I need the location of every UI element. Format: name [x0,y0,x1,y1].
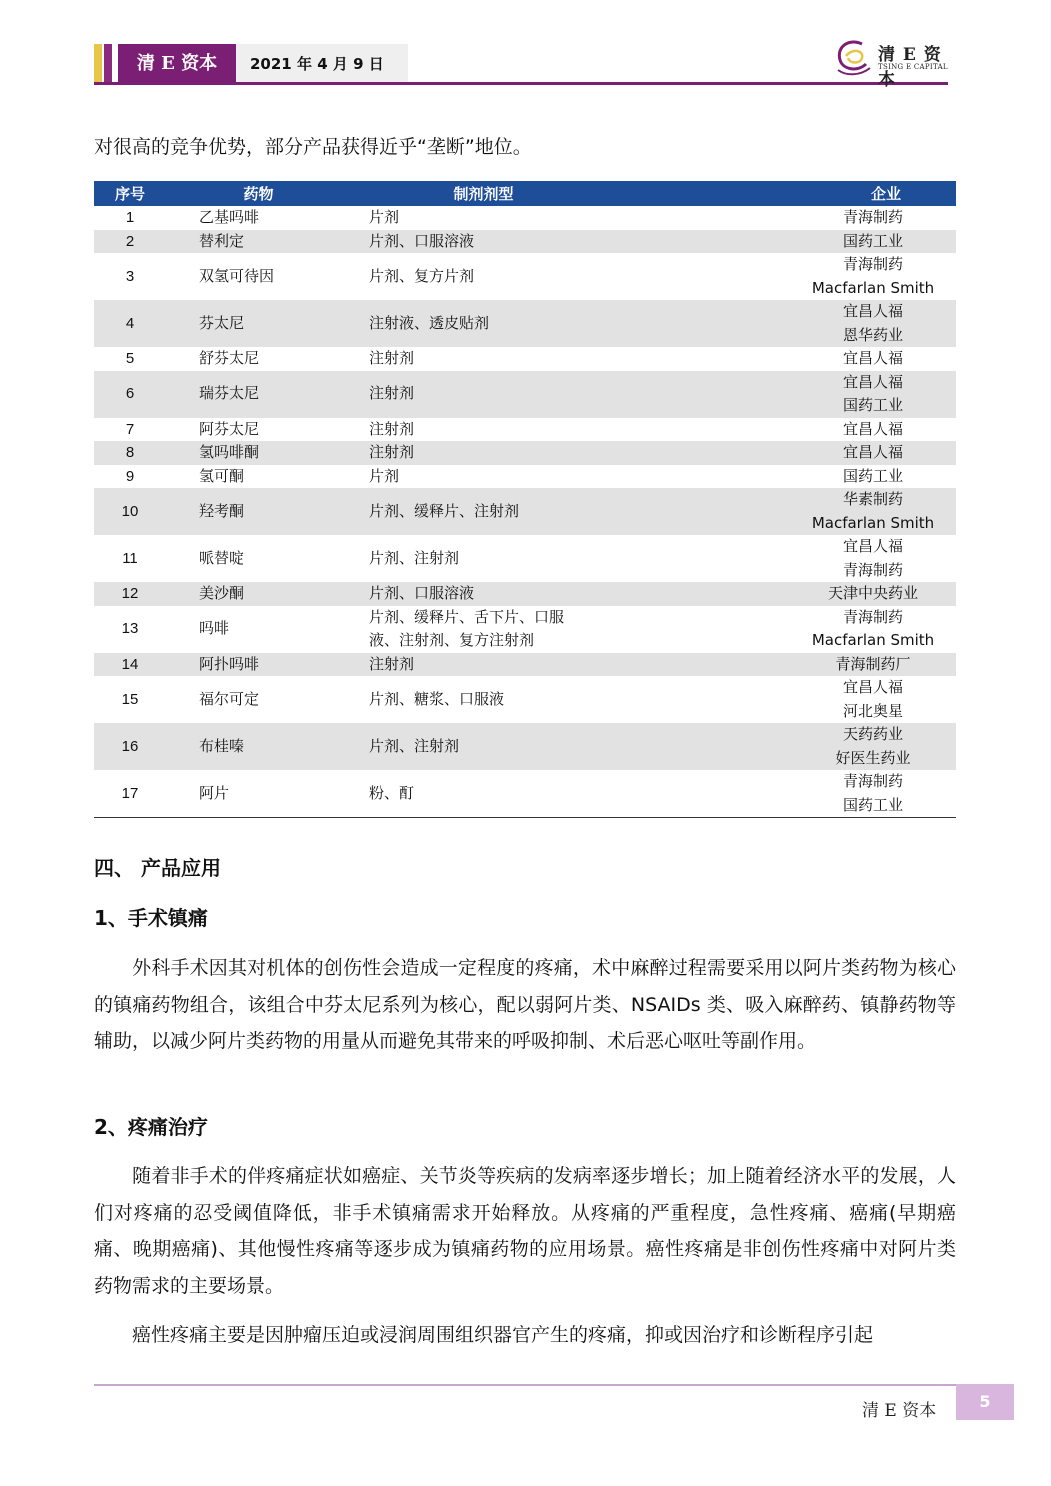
company-name: 青海制药厂 [835,654,911,673]
form-line: 片剂、缓释片、舌下片、口服 [369,607,565,626]
table-row [94,300,956,347]
company-name: 恩华药业 [842,325,903,344]
table-row [94,206,956,230]
cell-drug: 舒芬太尼 [199,349,260,367]
form-line: 注射剂 [369,443,415,461]
cell-company [616,253,956,300]
col-header-form: 制剂剂型 [351,181,616,206]
cell-drug: 氢可酮 [199,466,245,485]
cell-drug: 瑞芬太尼 [166,371,351,418]
form-line: 片剂、复方片剂 [369,266,475,285]
cell-form [351,347,616,371]
table-row [94,723,956,770]
cell-no: 1 [125,209,135,226]
cell-company [616,465,956,489]
company-name: 宜昌人福 [842,372,903,391]
cell-company [616,676,956,723]
company-name: 国药工业 [842,396,903,414]
paragraph-cancer-pain [94,1317,956,1354]
company-name: 华素制药 [842,490,903,508]
company-name: 宜昌人福 [842,443,903,461]
cell-form [351,230,616,254]
cell-company [616,606,956,653]
section-title: 四、 产品应用 [94,856,221,880]
form-line: 片剂、缓释片、注射剂 [369,501,520,520]
cell-drug: 阿扑吗啡 [166,653,351,677]
company-name: 青海制药 [842,560,903,579]
cell-form [351,676,616,723]
table-row [94,253,956,300]
cell-company [616,488,956,535]
page-number: 5 [956,1384,1014,1420]
cell-no: 6 [94,371,166,418]
table-row [94,488,956,535]
cell-company [616,441,956,465]
table-row [94,676,956,723]
company-name: Macfarlan Smith [811,278,935,297]
footer-brand: 清 E 资本 [862,1401,937,1421]
company-name: 天津中央药业 [827,584,918,602]
cell-no: 5 [125,350,135,367]
company-logo [832,36,952,90]
cell-company [616,418,956,442]
form-line: 注射液、透皮贴剂 [369,313,490,332]
company-name: 国药工业 [842,231,903,250]
purple-bar [104,44,112,84]
table-row [94,371,956,418]
cell-company [616,300,956,347]
cell-company [616,230,956,254]
company-name: 青海制药 [842,208,903,226]
header-brand: 清 E 资本 [118,44,236,84]
table-row [94,770,956,818]
table-row [94,418,956,442]
table-row [94,535,956,582]
cell-drug: 阿芬太尼 [199,419,260,438]
form-line: 片剂、口服溶液 [369,584,475,602]
cell-drug: 双氢可待因 [199,266,275,285]
cell-drug: 哌替啶 [199,548,245,567]
cell-drug: 布桂嗪 [166,723,351,770]
cell-no: 16 [94,723,166,770]
table-header-row [94,181,956,206]
form-line: 注射剂 [369,654,415,673]
subsection-title-1: 1、手术镇痛 [94,906,208,930]
cell-no: 3 [125,267,135,285]
cell-company [616,582,956,606]
cell-no: 12 [94,582,166,606]
logo-swirl-icon [832,36,876,78]
cell-drug: 乙基吗啡 [199,208,260,226]
logo-cn-text: 清 E 资本 [878,45,942,90]
cell-company [616,206,956,230]
cell-no: 4 [94,300,166,347]
company-name: 天药药业 [842,725,903,743]
cell-company [616,371,956,418]
company-name: 河北奥星 [842,701,903,720]
company-name: 宜昌人福 [842,419,903,438]
form-line: 液、注射剂、复方注射剂 [369,631,535,649]
col-header-company: 企业 [616,181,956,206]
col-header-no: 序号 [94,181,166,206]
form-line: 片剂 [369,208,400,226]
cell-no: 8 [94,441,166,465]
form-line: 片剂、注射剂 [369,548,460,567]
intro-text: 对很高的竞争优势，部分产品获得近乎“垄断”地位。 [94,136,532,158]
company-name: 宜昌人福 [842,302,903,320]
cell-drug: 羟考酮 [166,488,351,535]
company-name: 宜昌人福 [842,349,903,367]
table-row [94,653,956,677]
subsection-title-2: 2、疼痛治疗 [94,1115,208,1139]
company-name: 国药工业 [842,795,903,814]
cell-no: 2 [94,230,166,254]
company-name: 宜昌人福 [842,537,903,555]
company-name: 宜昌人福 [842,678,903,696]
cell-company [616,723,956,770]
cell-form [351,300,616,347]
paragraph-pain [94,1158,956,1304]
company-name: 青海制药 [842,255,903,273]
table-body [94,206,956,818]
cell-drug: 福尔可定 [199,689,260,708]
header-divider [94,82,948,85]
cell-form [351,418,616,442]
drug-table [94,181,956,818]
cell-form [351,606,616,653]
cell-no: 7 [125,420,135,438]
cell-form [351,441,616,465]
cell-form [351,535,616,582]
cell-drug: 吗啡 [199,619,230,638]
company-name: 好医生药业 [835,748,911,767]
cell-company [616,770,956,818]
table-row [94,606,956,653]
cell-company [616,653,956,677]
cell-company [616,347,956,371]
cell-drug: 芬太尼 [166,300,351,347]
cell-form [351,253,616,300]
form-line: 片剂、注射剂 [369,736,460,755]
table-row [94,582,956,606]
company-name: 国药工业 [842,466,903,485]
cell-no: 11 [122,549,138,567]
cell-form [351,723,616,770]
cell-form [351,206,616,230]
cell-no: 10 [94,488,166,535]
cell-drug: 氢吗啡酮 [166,441,351,465]
table-row [94,347,956,371]
cell-company [616,535,956,582]
form-line: 注射剂 [369,384,415,403]
cell-no: 17 [94,770,166,818]
cell-form [351,770,616,818]
table-row [94,230,956,254]
form-line: 注射剂 [369,349,415,367]
company-name: Macfarlan Smith [811,513,935,532]
company-name: Macfarlan Smith [811,631,935,649]
cell-drug: 阿片 [166,770,351,818]
form-line: 注射剂 [369,419,415,438]
logo-en-text: TSING E CAPITAL [878,63,948,71]
gold-bar [94,44,102,84]
cell-drug: 替利定 [166,230,351,254]
cell-no: 13 [121,620,139,638]
table-row [94,465,956,489]
company-name: 青海制药 [842,772,903,790]
cell-no: 14 [94,653,166,677]
paragraph-surgery-text: 外科手术因其对机体的创伤性会造成一定程度的疼痛，术中麻醉过程需要采用以阿片类药物为核心的镇痛药物组合，该组合中芬太尼系列为核心，配以弱阿片类、NSAIDs 类、吸入麻醉药、镇静药物等辅助，以减少阿片类药物的用量从而避免其带来的呼吸抑制、术后恶心呕吐等副作用。 [94,957,956,1052]
form-line: 粉、酊 [369,783,415,802]
cell-form [351,371,616,418]
paragraph-surgery [94,950,956,1060]
header-date: 2021 年 4 月 9 日 [236,44,408,84]
cell-drug: 美沙酮 [166,582,351,606]
col-header-drug: 药物 [166,181,351,206]
company-name: 青海制药 [842,607,903,626]
header-accent-bars [94,44,118,84]
cell-form [351,465,616,489]
cell-no: 15 [121,690,139,708]
footer-divider [94,1384,956,1386]
paragraph-cancer-pain-text: 癌性疼痛主要是因肿瘤压迫或浸润周围组织器官产生的疼痛，抑或因治疗和诊断程序引起 [132,1324,874,1346]
paragraph-pain-text: 随着非手术的伴疼痛症状如癌症、关节炎等疾病的发病率逐步增长；加上随着经济水平的发展，人们对疼痛的忍受阈值降低，非手术镇痛需求开始释放。从疼痛的严重程度，急性疼痛、癌痛(早期癌痛、晚期癌痛)、其他慢性疼痛等逐步成为镇痛药物的应用场景。癌性疼痛是非创伤性疼痛中对阿片类药物需求的主要场景。 [94,1165,956,1297]
cell-form [351,488,616,535]
form-line: 片剂、糖浆、口服液 [369,689,505,708]
cell-form [351,582,616,606]
table-row [94,441,956,465]
form-line: 片剂 [369,466,400,485]
cell-form [351,653,616,677]
form-line: 片剂、口服溶液 [369,231,475,250]
cell-no: 9 [125,467,135,485]
